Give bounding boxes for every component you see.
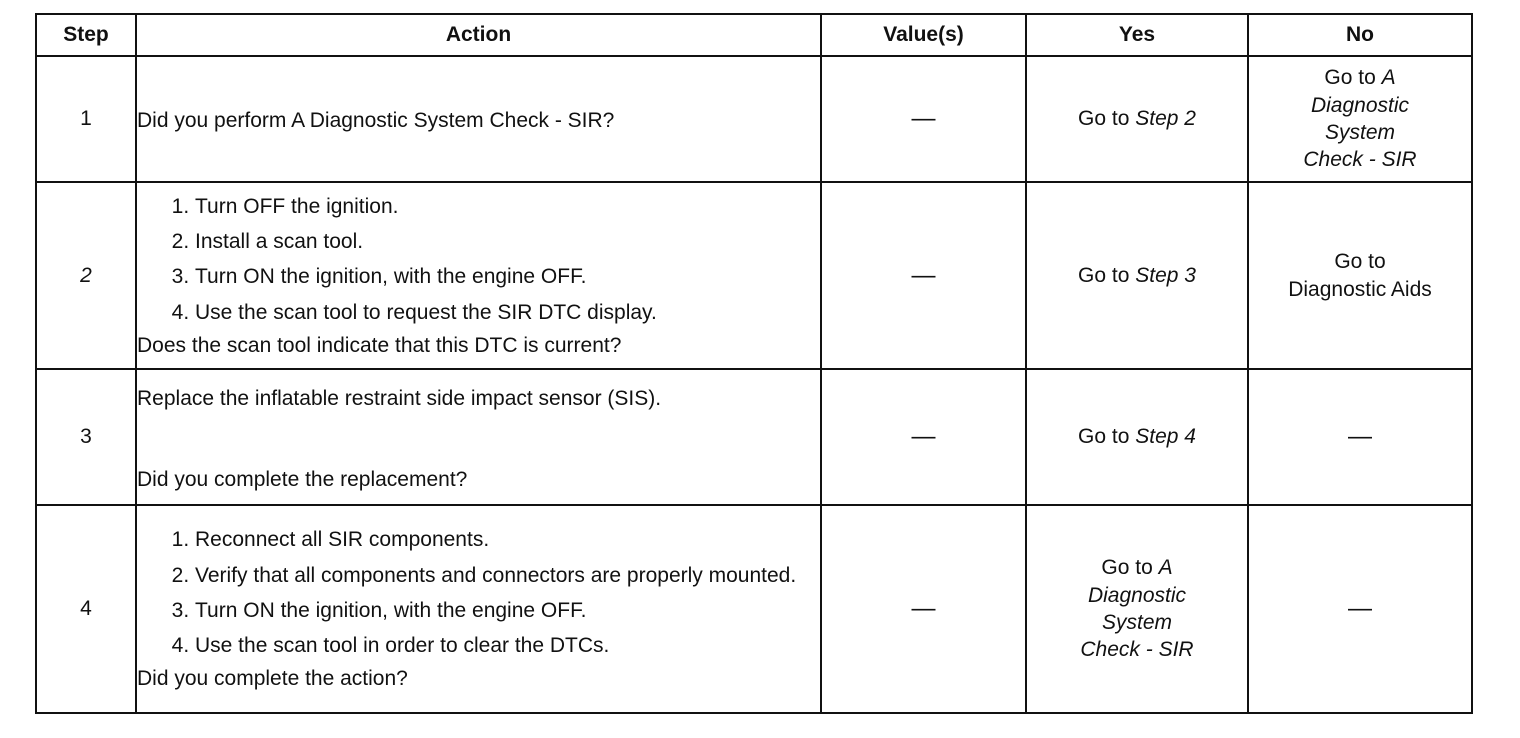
no-cell [1248, 56, 1472, 182]
action-question: Did you complete the replacement? [137, 468, 468, 491]
step-number: 3 [36, 369, 136, 505]
value-cell: — [821, 505, 1026, 713]
action-step: 4. Use the scan tool in order to clear the DTCs. [195, 633, 820, 659]
action-step: 1. Turn OFF the ignition. [195, 194, 820, 220]
header-value: Value(s) [821, 14, 1026, 56]
no-line1: Go to [1334, 250, 1386, 274]
no-prefix: Go to [1324, 66, 1382, 90]
table-row [36, 56, 1472, 182]
no-cell: — [1248, 505, 1472, 713]
yes-link-part3[interactable]: System [1101, 611, 1172, 634]
step-number: 1 [36, 56, 136, 182]
action-cell [136, 182, 821, 369]
no-link-part1[interactable]: A [1381, 66, 1396, 90]
yes-cell [1026, 56, 1248, 182]
table-row [36, 369, 1472, 505]
no-cell: — [1248, 369, 1472, 505]
yes-link-part2[interactable]: Diagnostic [1087, 583, 1187, 607]
header-row [36, 14, 1472, 56]
action-question: Did you perform A Diagnostic System Check - SIR? [137, 109, 615, 133]
action-steps-list [137, 194, 820, 326]
header-no: No [1248, 14, 1472, 56]
yes-link-part1[interactable]: A [1158, 556, 1173, 580]
action-step: 4. Use the scan tool to request the SIR DTC display. [195, 300, 820, 326]
header-step: Step [36, 14, 136, 56]
yes-link[interactable]: Step 3 [1135, 263, 1196, 287]
table-row [36, 505, 1472, 713]
header-action: Action [136, 14, 821, 56]
table-row [36, 182, 1472, 369]
action-text: Replace the inflatable restraint side impact sensor (SIS). [137, 386, 662, 410]
yes-link[interactable]: Step 4 [1135, 425, 1196, 449]
yes-cell [1026, 182, 1248, 369]
action-question: Does the scan tool indicate that this DTC is current? [137, 333, 622, 357]
value-cell: — [821, 56, 1026, 182]
action-steps-list [137, 527, 820, 659]
diagnostic-table [35, 13, 1473, 714]
action-step: 2. Install a scan tool. [195, 229, 820, 255]
yes-cell [1026, 505, 1248, 713]
value-cell: — [821, 182, 1026, 369]
action-cell [136, 56, 821, 182]
value-cell: — [821, 369, 1026, 505]
no-link-part3[interactable]: System [1324, 121, 1395, 144]
action-cell [136, 369, 821, 505]
action-step: 3. Turn ON the ignition, with the engine OFF. [195, 598, 820, 624]
yes-prefix: Go to [1078, 425, 1136, 449]
step-number: 2 [36, 182, 136, 369]
yes-link-part4[interactable]: Check - SIR [1080, 638, 1194, 662]
header-yes: Yes [1026, 14, 1248, 56]
action-step: 2. Verify that all components and connectors are properly mounted. [195, 563, 820, 589]
action-cell [136, 505, 821, 713]
action-question: Did you complete the action? [137, 667, 408, 691]
no-link-part2[interactable]: Diagnostic [1310, 93, 1410, 117]
no-link-part4[interactable]: Check - SIR [1303, 148, 1417, 172]
no-link[interactable]: Diagnostic Aids [1288, 277, 1432, 301]
action-step: 3. Turn ON the ignition, with the engine OFF. [195, 264, 820, 290]
yes-prefix: Go to [1078, 263, 1136, 287]
yes-link[interactable]: Step 2 [1135, 107, 1196, 131]
no-cell [1248, 182, 1472, 369]
action-step: 1. Reconnect all SIR components. [195, 527, 820, 553]
yes-prefix: Go to [1101, 556, 1159, 580]
yes-prefix: Go to [1078, 107, 1136, 131]
step-number: 4 [36, 505, 136, 713]
yes-cell [1026, 369, 1248, 505]
